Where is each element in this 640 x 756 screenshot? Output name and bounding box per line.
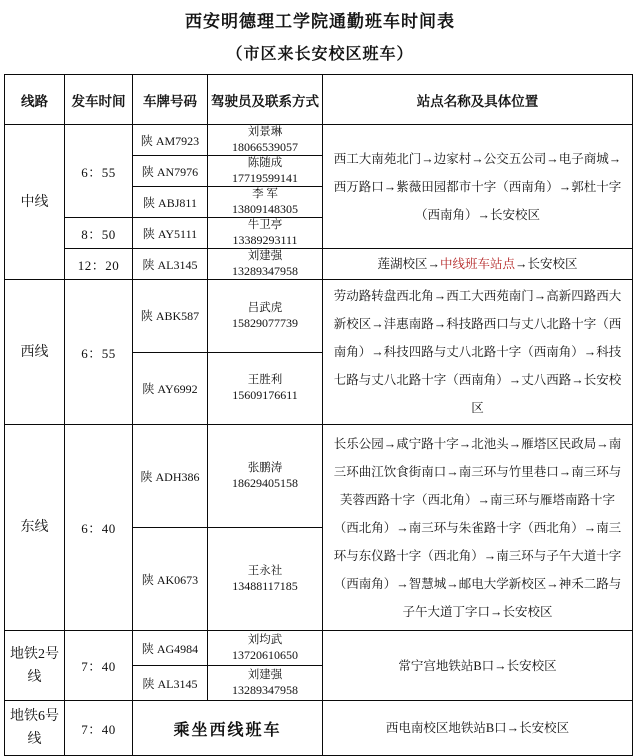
route-cell-dong: 东线 (5, 425, 65, 631)
driver-name: 刘建强 (247, 250, 283, 262)
time-cell-metro2: 7：40 (65, 631, 133, 701)
route-cell-metro6: 地铁6号线 (5, 701, 65, 756)
station-highlight: 中线班车站点 (439, 257, 515, 271)
driver-cell (208, 249, 323, 280)
table-row (5, 701, 633, 756)
station-cell-metro6: 西电南校区地铁站B口→长安校区 (323, 701, 633, 756)
driver-phone: 13289347958 (232, 264, 298, 278)
route-cell-xi: 西线 (5, 280, 65, 425)
time-cell-dong: 6：40 (65, 425, 133, 631)
time-cell-metro6: 7：40 (65, 701, 133, 756)
driver-cell (208, 352, 323, 425)
col-header-route: 线路 (5, 75, 65, 125)
driver-name: 李 军 (252, 188, 278, 200)
table-row (5, 631, 633, 666)
page-title: 西安明德理工学院通勤班车时间表 (185, 12, 455, 31)
station-text: 莲湖校区→ (377, 257, 440, 271)
time-cell-zhong-850: 8：50 (65, 218, 133, 249)
plate-cell: 陕 AY6992 (133, 352, 208, 425)
plate-cell: 陕 AL3145 (133, 249, 208, 280)
plate-cell: 陕 AY5111 (133, 218, 208, 249)
driver-name: 刘景琳 (247, 126, 283, 138)
driver-phone: 18629405158 (232, 476, 298, 490)
driver-phone: 13809148305 (232, 202, 298, 216)
driver-name: 陈随成 (247, 157, 283, 169)
station-cell-xi: 劳动路转盘西北角→西工大西苑南门→高新四路西大新校区→沣惠南路→科技路西口与丈八北路十字（西南角）→科技四路与丈八北路十字（西南角）→科技七路与丈八北路十字（西南角）→丈八西路→长安校区 (323, 280, 633, 425)
driver-name: 吕武虎 (247, 301, 283, 314)
driver-name: 刘建强 (247, 669, 283, 681)
driver-name: 王胜利 (247, 374, 283, 387)
plate-cell: 陕 AK0673 (133, 528, 208, 631)
station-cell-dong: 长乐公园→咸宁路十字→北池头→雁塔区民政局→南三环曲江饮食街南口→南三环与竹里巷口→南三环与芙蓉西路十字（西北角）→南三环与雁塔南路十字（西北角）→南三环与朱雀路十字（西北角）→南三环与东仪路十字（西北角）→南三环与子午大道十字（西南角）→智慧城→邮电大学新校区→神禾二路与子午大道丁字口→长安校区 (323, 425, 633, 631)
driver-name: 王永社 (247, 565, 283, 577)
station-cell-metro2: 常宁宫地铁站B口→长安校区 (323, 631, 633, 701)
page-subtitle: （市区来长安校区班车） (226, 46, 414, 63)
time-cell-xi: 6：55 (65, 280, 133, 425)
time-cell-zhong-655: 6：55 (65, 125, 133, 218)
driver-cell (208, 631, 323, 666)
col-header-driver: 驾驶员及联系方式 (208, 75, 323, 125)
station-cell-zhong-1220 (323, 249, 633, 280)
driver-cell (208, 187, 323, 218)
driver-phone: 15829077739 (232, 315, 298, 330)
station-text: →长安校区 (515, 257, 578, 271)
plate-cell: 陕 AG4984 (133, 631, 208, 666)
plate-cell: 陕 AN7976 (133, 156, 208, 187)
driver-name: 刘均武 (247, 634, 283, 646)
time-cell-zhong-1220: 12：20 (65, 249, 133, 280)
driver-phone: 13488117185 (232, 579, 298, 593)
metro6-note-cell: 乘坐西线班车 (133, 701, 323, 756)
route-cell-zhong: 中线 (5, 125, 65, 280)
driver-cell (208, 156, 323, 187)
driver-cell (208, 280, 323, 353)
driver-cell (208, 425, 323, 528)
table-row (5, 125, 633, 156)
table-row (5, 425, 633, 528)
plate-cell: 陕 AM7923 (133, 125, 208, 156)
plate-cell: 陕 ABJ811 (133, 187, 208, 218)
col-header-plate: 车牌号码 (133, 75, 208, 125)
table-row (5, 249, 633, 280)
route-cell-metro2: 地铁2号线 (5, 631, 65, 701)
driver-phone: 18066539057 (232, 140, 298, 154)
plate-cell: 陕 ABK587 (133, 280, 208, 353)
driver-cell (208, 528, 323, 631)
header-row (5, 75, 633, 125)
driver-phone: 15609176611 (232, 388, 298, 403)
col-header-stations: 站点名称及具体位置 (323, 75, 633, 125)
driver-cell (208, 218, 323, 249)
driver-name: 牛卫亭 (247, 219, 283, 231)
driver-phone: 13289347958 (232, 683, 298, 697)
bus-schedule-table (4, 74, 633, 756)
station-cell-zhong: 西工大南苑北门→边家村→公交五公司→电子商城→西万路口→紫薇田园都市十字（西南角）→郭杜十字（西南角）→长安校区 (323, 125, 633, 249)
driver-phone: 13389293111 (232, 233, 298, 247)
col-header-time: 发车时间 (65, 75, 133, 125)
plate-cell: 陕 AL3145 (133, 666, 208, 701)
driver-cell (208, 125, 323, 156)
driver-name: 张鹏涛 (247, 462, 283, 474)
table-row (5, 280, 633, 353)
driver-phone: 17719599141 (232, 171, 298, 185)
driver-phone: 13720610650 (232, 648, 298, 662)
plate-cell: 陕 ADH386 (133, 425, 208, 528)
driver-cell (208, 666, 323, 701)
